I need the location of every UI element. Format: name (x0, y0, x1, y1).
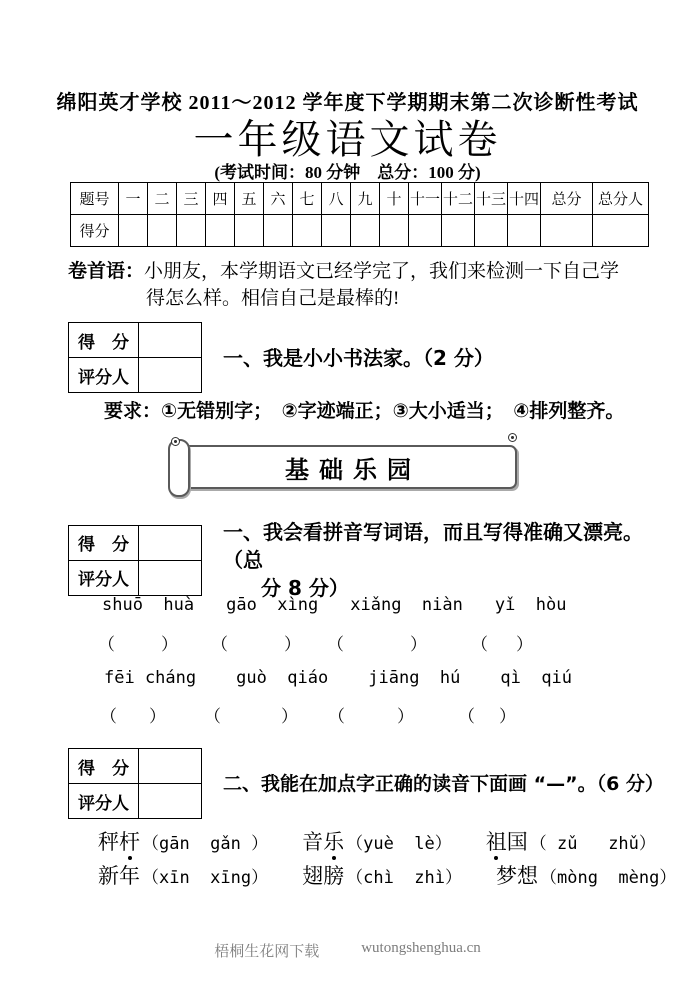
score-cell-empty (541, 215, 593, 247)
pinyin-heading-line1: 一、我会看拼音写词语，而且写得准确又漂亮。（总 (223, 520, 643, 572)
reading-word-item (486, 826, 656, 856)
answer-blank (458, 702, 516, 727)
score-box-pinyin (68, 525, 202, 596)
score-row (71, 215, 649, 247)
answer-blank (327, 630, 427, 655)
score-box-reading (68, 748, 202, 819)
paper-title: 一年级语文试卷 (193, 117, 502, 162)
word-hanzi: 翅膀 (302, 864, 345, 888)
answer-blank (471, 630, 533, 655)
section-reading (68, 748, 664, 819)
reading-word-item (302, 860, 462, 890)
pinyin-word: shuō huà (102, 595, 195, 615)
word-dotted-char: 祖 (486, 826, 507, 856)
header-cell: 十一 (409, 183, 442, 215)
grader-label-cell: 评分人 (69, 358, 139, 393)
header-cell: 八 (322, 183, 351, 215)
footer (0, 940, 695, 961)
header-cell: 一 (119, 183, 148, 215)
header-cell: 二 (148, 183, 177, 215)
paren-open: （ (204, 707, 221, 726)
paren-close: ） (410, 635, 427, 654)
score-value-cell (139, 525, 202, 560)
score-cell-empty (177, 215, 206, 247)
section-reading-heading: 二、我能在加点字正确的读音下面画 “—”。（6 分） (223, 772, 664, 795)
pinyin-heading-line2: 分 8 分） (261, 576, 349, 600)
score-cell-empty (442, 215, 475, 247)
paren-close: ） (161, 635, 178, 654)
paren-open: （ (327, 635, 344, 654)
score-cell-empty (206, 215, 235, 247)
pinyin-word: yǐ hòu (494, 595, 567, 615)
word-options: （gān gǎn ） (142, 834, 269, 854)
word-hanzi: 新年 (98, 864, 140, 888)
word-options: （mòng mèng） (540, 868, 677, 888)
word-hanzi: 梦想 (496, 864, 539, 888)
paren-close: ） (397, 707, 414, 726)
paren-open: （ (471, 635, 488, 654)
score-cell-empty (293, 215, 322, 247)
word-options: （chì zhì） (346, 868, 463, 888)
header-cell: 九 (351, 183, 380, 215)
header-cell: 十 (380, 183, 409, 215)
header-cell: 十四 (508, 183, 541, 215)
preface-text-line1: 小朋友，本学期语文已经学完了，我们来检测一下自己学 (144, 261, 620, 282)
section-pinyin (68, 518, 643, 602)
section-calligraphy-heading: 一、我是小小书法家。（2 分） (223, 345, 494, 370)
paren-open: （ (98, 635, 115, 654)
header-cell: 总分 (541, 183, 593, 215)
score-summary-table (70, 182, 649, 247)
reading-word-item (98, 860, 268, 890)
answer-blank (98, 630, 178, 655)
score-cell-empty (351, 215, 380, 247)
banner-knob-right-icon (508, 433, 517, 442)
score-cell-empty (593, 215, 649, 247)
grader-label-cell: 评分人 (69, 560, 139, 595)
word-dotted-char: 杆 (119, 826, 140, 856)
footer-site-url: wutongshenghua.cn (361, 940, 481, 956)
grader-value-cell (139, 784, 202, 819)
grader-value-cell (139, 358, 202, 393)
answer-paren-row-2 (100, 702, 516, 727)
answer-blank (211, 630, 301, 655)
reading-word-item (98, 826, 268, 856)
header-cell: 四 (206, 183, 235, 215)
score-cell-empty (409, 215, 442, 247)
word-options: （ zǔ zhǔ） (529, 834, 656, 854)
table-header-row (71, 183, 649, 215)
word-dotted-char: 乐 (323, 826, 344, 856)
score-cell-empty (322, 215, 351, 247)
word-options: （xīn xīng） (142, 868, 269, 888)
score-row-label: 得分 (71, 215, 119, 247)
grader-label-cell: 评分人 (69, 784, 139, 819)
header-cell: 十三 (475, 183, 508, 215)
score-label-cell: 得 分 (69, 749, 139, 784)
header-cell: 五 (235, 183, 264, 215)
header-cell: 十二 (442, 183, 475, 215)
answer-blank (204, 702, 298, 727)
paren-close: ） (499, 707, 516, 726)
paren-close: ） (149, 707, 166, 726)
paren-open: （ (328, 707, 345, 726)
score-label-cell: 得 分 (69, 525, 139, 560)
word-options: （yuè lè） (346, 834, 452, 854)
banner-title: 基础乐园 (285, 455, 421, 484)
pinyin-row-2 (104, 668, 572, 688)
score-value-cell (139, 323, 202, 358)
scroll-banner (168, 430, 528, 502)
pinyin-word: qì qiú (500, 668, 573, 688)
requirements-text: 要求：①无错别字； ②字迹端正；③大小适当； ④排列整齐。 (104, 400, 625, 422)
word-hanzi: 音 (302, 830, 324, 854)
pinyin-word: xiǎng niàn (350, 595, 463, 615)
paren-open: （ (100, 707, 117, 726)
preface-label: 卷首语： (68, 260, 145, 282)
header-cell: 总分人 (593, 183, 649, 215)
score-value-cell (139, 749, 202, 784)
pinyin-word: jiāng hú (368, 668, 461, 688)
reading-words-row-1 (98, 826, 656, 856)
score-cell-empty (475, 215, 508, 247)
footer-site-name: 梧桐生花网下载 (214, 944, 320, 960)
pinyin-word: gāo xìng (226, 595, 319, 615)
preface (68, 258, 634, 312)
preface-text-line2: 得怎么样。相信自己是最棒的! (146, 288, 400, 309)
answer-blank (328, 702, 414, 727)
header-cell: 题号 (71, 183, 119, 215)
reading-words-row-2 (98, 860, 676, 890)
score-box-calligraphy (68, 322, 202, 393)
paren-close: ） (281, 707, 298, 726)
header-cell: 七 (293, 183, 322, 215)
pinyin-row-1 (102, 595, 567, 615)
score-cell-empty (508, 215, 541, 247)
reading-word-item (496, 860, 676, 890)
paren-open: （ (458, 707, 475, 726)
paren-close: ） (516, 635, 533, 654)
score-cell-empty (264, 215, 293, 247)
answer-blank (100, 702, 166, 727)
section-calligraphy (68, 322, 494, 393)
section-pinyin-heading (223, 518, 643, 602)
exam-info: (考试时间：80 分钟 总分：100 分) (214, 163, 481, 182)
answer-paren-row-1 (98, 630, 533, 655)
pinyin-word: fēi cháng (104, 668, 197, 688)
header-cell: 六 (264, 183, 293, 215)
paren-close: ） (284, 635, 301, 654)
score-cell-empty (119, 215, 148, 247)
score-cell-empty (380, 215, 409, 247)
word-hanzi: 国 (506, 830, 528, 854)
score-cell-empty (148, 215, 177, 247)
reading-word-item (302, 826, 452, 856)
pinyin-word: guò qiáo (236, 668, 329, 688)
word-hanzi: 秤 (98, 830, 119, 854)
score-label-cell: 得 分 (69, 323, 139, 358)
paren-open: （ (211, 635, 228, 654)
grader-value-cell (139, 560, 202, 595)
score-cell-empty (235, 215, 264, 247)
header-cell: 三 (177, 183, 206, 215)
school-title: 绵阳英才学校 2011～2012 学年度下学期期末第二次诊断性考试 (56, 92, 639, 114)
